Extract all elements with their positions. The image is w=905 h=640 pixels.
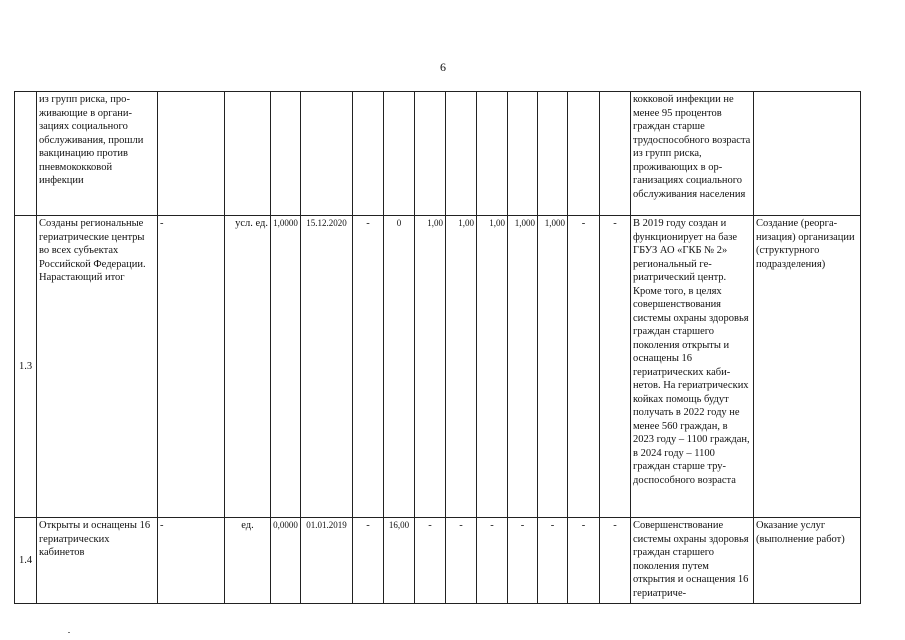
- cell: -: [568, 518, 600, 604]
- table-row: [15, 518, 861, 604]
- description-cell: кокковой инфекции не менее 95 процентов граждан старше трудоспособного возраста из групп риска, проживающих в организациях социального обслуживания населения: [631, 92, 754, 216]
- unit-cell: ед.: [225, 518, 271, 604]
- cell: -: [158, 216, 225, 518]
- table-row: [15, 92, 861, 216]
- result-name: Открыты и оснащены 16 гериатрических кабинетов: [37, 518, 158, 604]
- cell: [568, 92, 600, 216]
- cell: -: [158, 518, 225, 604]
- cell: 1,000: [508, 216, 538, 518]
- unit-cell: усл. ед.: [225, 216, 271, 518]
- cell: -: [353, 518, 384, 604]
- cell: [477, 92, 508, 216]
- cell: -: [538, 518, 568, 604]
- projects-table: [14, 91, 861, 604]
- cell: [446, 92, 477, 216]
- cell: [508, 92, 538, 216]
- description-cell: Совершенствование системы охраны здоровья граждан старшего поколения путем открытия и оснащения 16 гериатриче-: [631, 518, 754, 604]
- type-cell: Создание (реорганизация) организации (структурного подразделения): [754, 216, 861, 518]
- cell: [600, 92, 631, 216]
- cell: -: [600, 518, 631, 604]
- row-number: 1.4: [15, 518, 37, 604]
- result-name: из групп риска, проживающие в организациях социального обслуживания, прошли вакцинацию против пневмококковой инфекции: [37, 92, 158, 216]
- cell: -: [568, 216, 600, 518]
- cell: [384, 92, 415, 216]
- date-cell: 01.01.2019: [301, 518, 353, 604]
- cell: [538, 92, 568, 216]
- cell: -: [353, 216, 384, 518]
- cell: -: [477, 518, 508, 604]
- table-row: [15, 216, 861, 518]
- base-value-cell: 1,0000: [271, 216, 301, 518]
- page-number: 6: [440, 60, 446, 74]
- cell: 1,00: [446, 216, 477, 518]
- date-cell: [301, 92, 353, 216]
- scan-mark: [68, 632, 70, 633]
- type-cell: [754, 92, 861, 216]
- cell: 0: [384, 216, 415, 518]
- cell: 16,00: [384, 518, 415, 604]
- base-value-cell: 0,0000: [271, 518, 301, 604]
- type-cell: Оказание услуг (выполнение работ): [754, 518, 861, 604]
- cell: [353, 92, 384, 216]
- cell: -: [415, 518, 446, 604]
- date-cell: 15.12.2020: [301, 216, 353, 518]
- cell: [158, 92, 225, 216]
- cell: -: [508, 518, 538, 604]
- cell: 1,000: [538, 216, 568, 518]
- cell: -: [446, 518, 477, 604]
- unit-cell: [225, 92, 271, 216]
- description-cell: В 2019 году создан и функционирует на базе ГБУЗ АО «ГКБ № 2» региональный гериатрический центр. Кроме того, в целях совершенствования системы охраны здоровья граждан старшего поколения открыты и оснащены 16 гериатрических кабинетов. На гериатрических койках помощь будут получать в 2022 году не менее 560 граждан, в 2023 году – 1100 граждан, в 2024 году – 1100 граждан старше трудоспособного возраста: [631, 216, 754, 518]
- cell: [415, 92, 446, 216]
- cell: -: [600, 216, 631, 518]
- cell: 1,00: [415, 216, 446, 518]
- row-number: 1.3: [15, 216, 37, 518]
- row-number: [15, 92, 37, 216]
- result-name: Созданы региональные гериатрические центры во всех субъектах Российской Федерации. Нарастающий итог: [37, 216, 158, 518]
- cell: 1,00: [477, 216, 508, 518]
- base-value-cell: [271, 92, 301, 216]
